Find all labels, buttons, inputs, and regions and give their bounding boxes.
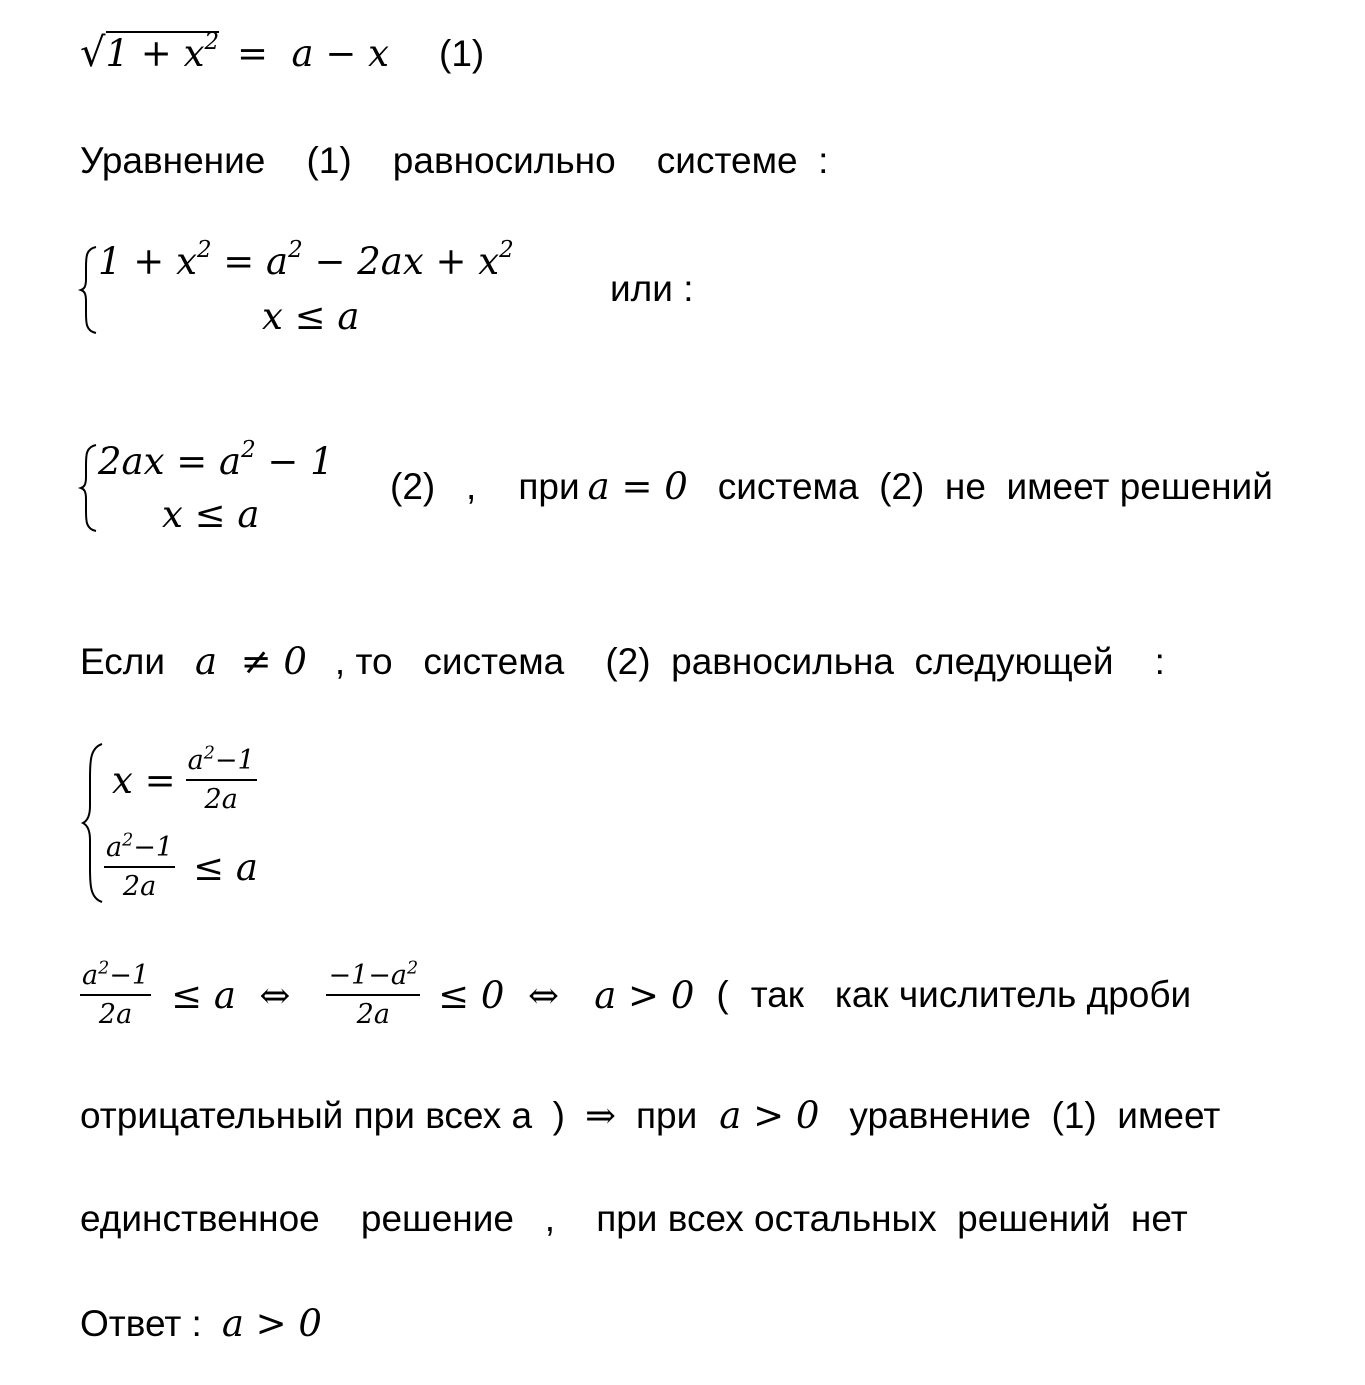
system-3-brace [82, 742, 104, 904]
negative-text-2: при [635, 1095, 698, 1136]
equivalence-fraction-1: $\frac{a^2-1}{2a}$ [82, 958, 150, 1031]
system-3-x-eq: x = [112, 758, 176, 802]
system-2-no-solutions: система (2) не имеет решений [717, 466, 1273, 507]
system-2-label: (2) , [390, 466, 477, 507]
if-word: Если [80, 641, 166, 682]
statement-negative-numerator [80, 1094, 1220, 1137]
answer-line [80, 1302, 322, 1345]
negative-condition: a > 0 [719, 1094, 820, 1137]
system-1-or: или : [610, 268, 694, 309]
equivalence-tail: так как числитель дроби [750, 974, 1192, 1016]
system-2-eq-2: x ≤ a [162, 493, 260, 536]
answer-value: a > 0 [221, 1302, 322, 1345]
equivalence-fraction-2: $\frac{-1-a^2}{2a}$ [328, 958, 419, 1031]
negative-text-3: уравнение (1) имеет [849, 1095, 1221, 1136]
system-3-le-a: ≤ a [193, 845, 258, 889]
system-1-brace [80, 245, 100, 335]
equivalence-paren: ( [716, 974, 729, 1016]
statement-equivalence-text: Уравнение (1) равносильно системе : [80, 140, 829, 181]
system-3-fraction-2: $\frac{a^2-1}{2a}$ [106, 830, 174, 903]
equivalence-part-2: ≤ 0 ⇔ a > 0 [438, 973, 695, 1017]
if-condition: a ≠ 0 [195, 640, 307, 683]
system-3-eq-2 [104, 832, 258, 902]
system-1-eq-1: $1 + x^2 = a^2 - 2ax + x^2$ [98, 236, 514, 283]
negative-text-1: отрицательный при всех а ) [80, 1095, 565, 1136]
system-2-pri: при [518, 466, 580, 507]
equation-1-rhs: = a − x [237, 32, 390, 75]
equivalence-chain [80, 960, 1191, 1030]
answer-label: Ответ : [80, 1303, 202, 1344]
statement-equivalence [80, 140, 828, 182]
implies-arrow: ⇒ [584, 1094, 616, 1137]
equivalence-part-1: ≤ a ⇔ [171, 973, 291, 1017]
system-3-eq-1 [112, 745, 257, 815]
system-3-fraction-1: $\frac{a^2-1}{2a}$ [187, 743, 255, 816]
statement-if-a-nonzero [80, 640, 1165, 683]
statement-unique-solution [80, 1198, 1188, 1240]
sqrt-sign: √ [80, 30, 106, 76]
system-1-eq-2: x ≤ a [262, 295, 360, 338]
system-2-comment [390, 465, 1273, 508]
system-2-condition: a = 0 [587, 465, 688, 508]
equation-1-label: (1) [439, 33, 485, 74]
equation-1 [80, 30, 484, 76]
unique-solution-text: единственное решение , при всех остальных решений нет [80, 1198, 1188, 1239]
system-2-eq-1: $2ax = a^2 - 1$ [98, 436, 334, 483]
if-rest: , то система (2) равносильна следующей : [334, 641, 1165, 682]
system-2-brace [80, 443, 100, 533]
sqrt-radicand: $1 + x^2$ [105, 28, 220, 75]
